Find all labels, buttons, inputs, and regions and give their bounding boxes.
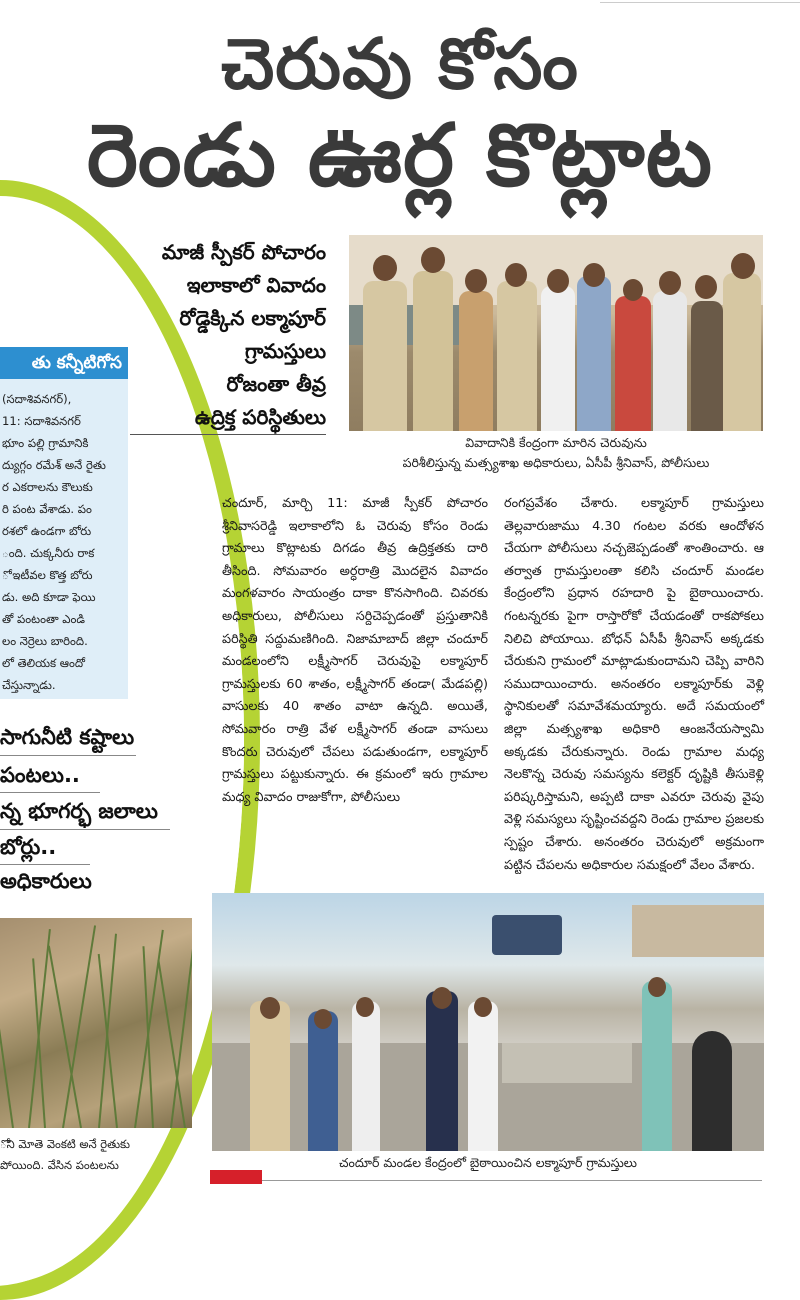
photo1-caption-line-1: వివాదానికి కేంద్రంగా మారిన చెరువును bbox=[465, 435, 647, 450]
photo1-caption-line-2: పరిశీలిస్తున్న మత్స్యశాఖ అధికారులు, ఏసీపీ శ్రీనివాస్, పోలీసులు bbox=[402, 455, 710, 470]
headline-line-2: రెండు ఊర్ల కొట్లాట bbox=[86, 106, 714, 206]
sidebar-subhead-5: అధికారులు bbox=[0, 869, 92, 893]
top-rule bbox=[600, 2, 800, 3]
article-column-1: చందూర్, మార్చి 11: మాజీ స్పీకర్ పోచారం శ్రీనివాసరెడ్డి ఇలాకాలోని ఓ చెరువు కోసం రెండు గ్రామాలు కొట్లాటకు దిగడం తీవ్ర ఉద్రిక్తతకు దారి తీసింది. సోమవారం అర్ధరాత్రి మొదలైన వివాదం మంగళవారం సాయంత్రం దాకా కొనసాగింది. చివరకు అధికారులు, పోలీసులు సర్దిచెప్పడంతో ప్రస్తుతానికి పరిస్థితి సద్దుమణిగింది. నిజామాబాద్ జిల్లా చందూర్ మండలంలోని లక్ష్మీసాగర్ చెరువుపై లక్మాపూర్ గ్రామస్తులకు 60 శాతం, లక్ష్మీసాగర్ తండా( మేడపల్లి) వాసులకు 40 శాతం వాటా ఉన్నది. అయితే, సోమవారం రాత్రి వేళ లక్ష్మీసాగర్ తండా వాసులు కొందరు చెరువులో చేపలు పడుతుండగా, లక్మాపూర్ గ్రామస్తులు పట్టుకున్నారు. ఈ క్రమంలో ఇరు గ్రామాల మధ్య వివాదం రాజుకోగా, పోలీసులు bbox=[222, 496, 488, 805]
subheadline-deck: మాజీ స్పీకర్ పోచారం ఇలాకాలో వివాదం రోడ్డెక్కిన లక్మాపూర్ గ్రామస్తులు రోజంతా తీవ్ర ఉద్రిక్త పరిస్థితులు bbox=[161, 240, 326, 429]
sidebar-subhead-rule bbox=[0, 864, 90, 865]
sidebar-subhead-rule bbox=[0, 755, 136, 756]
officials-inspecting-lake-photo bbox=[349, 235, 763, 431]
photo2-caption: చందూర్ మండల కేంద్రంలో బైఠాయించిన లక్మాపూర్ గ్రామస్తులు bbox=[339, 1155, 637, 1170]
headline-line-1: చెరువు కోసం bbox=[221, 23, 579, 105]
villagers-road-protest-photo bbox=[212, 893, 764, 1151]
photo1-caption bbox=[349, 433, 763, 473]
field-photo-caption: ోని మోతె వెంకటి అనే రైతుకు పోయింది. వేసిన పంటలను bbox=[0, 1137, 131, 1172]
sidebar-body-text: (సదాశివనగర్), 11: సదాశివనగర్ భూం పల్లి గ్రామానికి ద్యుగ్గం రమేశ్ అనే రైతు ర ఎకరాలను కౌలుకు రి పంట వేశాడు. పం రశలో ఉండగా బోరు ంది. చుక్కనీరు రాక ో ఇటీవల కొత్త బోరు డు. అది కూడా ఫెయి తో పంటంతా ఎండి లం నెర్రెలు బారింది. లో తెలియక ఆందో చేస్తున్నాడు. bbox=[2, 392, 106, 692]
sidebar-subhead-4: బోర్లు.. bbox=[0, 835, 57, 859]
red-section-marker bbox=[210, 1170, 262, 1184]
sidebar-subhead-2: పంటలు.. bbox=[0, 763, 80, 787]
sidebar-subhead-3: న్న భూగర్భ జలాలు bbox=[0, 799, 158, 823]
article-column-2: రంగప్రవేశం చేశారు. లక్మాపూర్ గ్రామస్తులు తెల్లవారుజాము 4.30 గంటల వరకు ఆందోళన చేయగా పోలీసులు నచ్చజెప్పడంతో శాంతించారు. ఆ తర్వాత గ్రామస్తులంతా కలిసి చందూర్ మండల కేంద్రంలోని ప్రధాన రహదారి పై బైఠాయించారు. గంటన్నరకు పైగా రాస్తారోకో చేయడంతో రాకపోకలు నిలిచి పోయాయి. బోధన్ ఏసీపీ శ్రీనివాస్ అక్కడకు చేరుకుని గ్రామంలో మాట్లాడుకుందామని చెప్పి వారిని సముదాయించారు. అనంతరం లక్మాపూర్‌కు వెళ్లి స్థానికులతో సమావేశమయ్యారు. అదే సమయంలో జిల్లా మత్స్యశాఖ అధికారి ఆంజనేయస్వామి అక్కడకు చేరుకున్నారు. రెండు గ్రామాల మధ్య నెలకొన్న చెరువు సమస్యను కలెక్టర్ దృష్టికి తీసుకెళ్లి పరిష్కరిస్తామని, అప్పటి దాకా ఎవరూ చెరువు వైపు వెళ్లి సమస్యలు సృష్టించవద్దని రెండు గ్రామాల ప్రజలకు స్పష్టం చేశారు. అనంతరం చెరువులో అక్రమంగా పట్టిన చేపలను అధికారుల సమక్షంలో వేలం వేశారు. bbox=[504, 496, 764, 873]
sidebar-title: తు కన్నీటిగోస bbox=[0, 347, 128, 379]
sidebar-subhead-rule bbox=[0, 829, 170, 830]
deck-rule bbox=[130, 434, 326, 435]
sidebar-subhead-rule bbox=[0, 792, 100, 793]
bottom-rule bbox=[262, 1180, 762, 1181]
sidebar-subhead-1: సాగునీటి కష్టాలు bbox=[0, 725, 135, 749]
dry-crop-field-photo bbox=[0, 918, 192, 1128]
